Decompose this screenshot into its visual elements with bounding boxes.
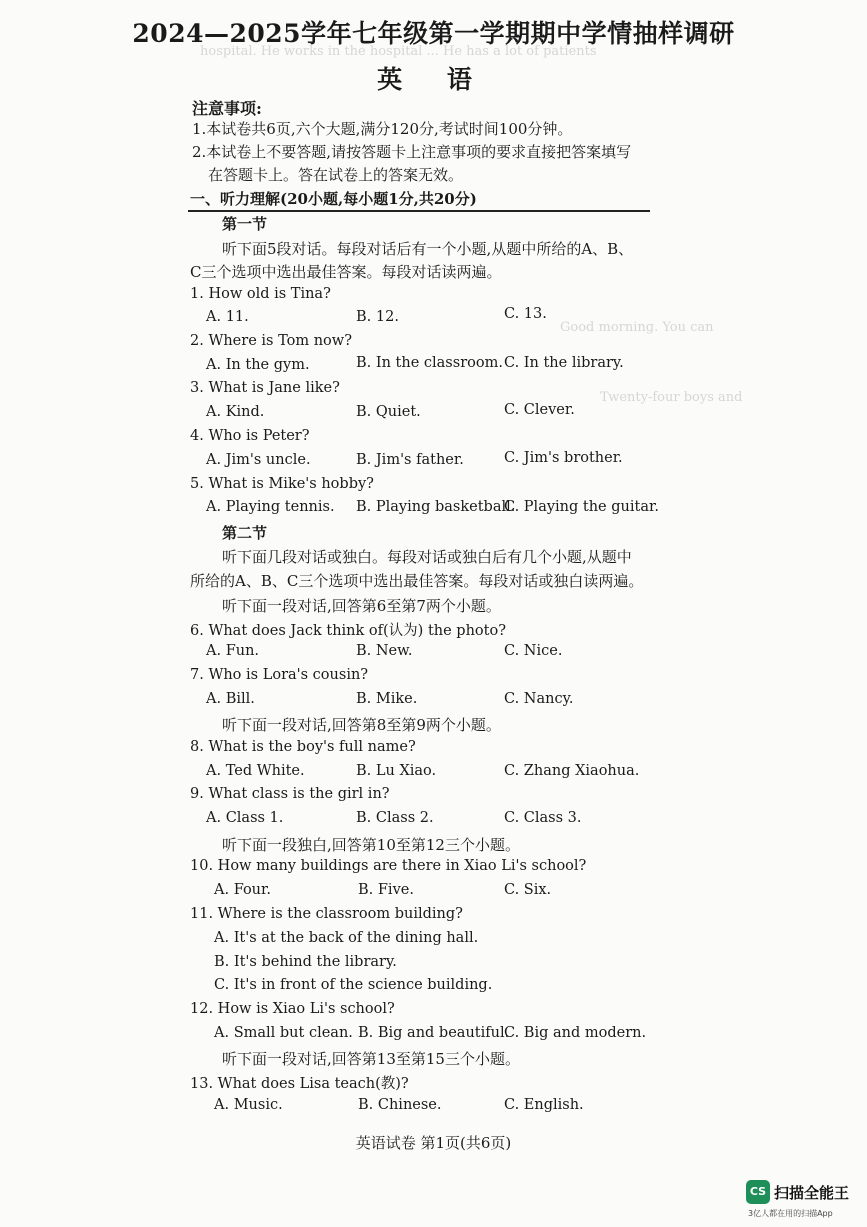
option-a: A. Fun. [206,643,260,659]
option-a: A. Ted White. [206,763,305,779]
bleed-through-text: hospital. He works in the hospital ... He has a lot of patients [200,44,597,59]
option-b: B. Five. [358,882,414,898]
option-a: A. Four. [214,882,271,898]
option-c: C. Clever. [504,402,575,418]
question-text: 9. What class is the girl in? [190,786,390,802]
option-b: B. Jim's father. [356,452,464,468]
option-c: C. Class 3. [504,810,582,826]
option-a: A. Bill. [206,691,255,707]
notice-item: 在答题卡上。答在试卷上的答案无效。 [208,166,464,184]
question-text: 11. Where is the classroom building? [190,906,463,922]
listening-lead: 听下面一段对话,回答第13至第15三个小题。 [222,1050,520,1068]
option-a: A. Music. [214,1097,283,1113]
option-b: B. It's behind the library. [214,954,397,970]
option-c: C. Zhang Xiaohua. [504,763,640,779]
option-b: B. Lu Xiao. [356,763,437,779]
question-text: 4. Who is Peter? [190,428,310,444]
notice-item: 2.本试卷上不要答题,请按答题卡上注意事项的要求直接把答案填写 [192,143,632,161]
page-footer: 英语试卷 第1页(共6页) [355,1134,512,1152]
option-c: C. Six. [504,882,552,898]
subsection-title: 第一节 [222,215,268,233]
question-text: 13. What does Lisa teach(教)? [190,1076,409,1092]
notice-heading: 注意事项: [192,99,262,118]
instruction-text: 所给的A、B、C三个选项中选出最佳答案。每段对话或独白读两遍。 [190,572,644,590]
subsection-title: 第二节 [222,524,268,542]
option-a: A. Kind. [206,404,265,420]
option-a: A. Playing tennis. [206,499,335,515]
listening-lead: 听下面一段对话,回答第8至第9两个小题。 [222,716,501,734]
question-text: 2. Where is Tom now? [190,333,352,349]
instruction-text: C三个选项中选出最佳答案。每段对话读两遍。 [190,263,502,281]
option-b: B. Quiet. [356,404,421,420]
option-a: A. Small but clean. [214,1025,353,1041]
instruction-text: 听下面几段对话或独白。每段对话或独白后有几个小题,从题中 [222,548,632,566]
question-text: 6. What does Jack think of(认为) the photo? [190,623,506,639]
option-c: C. Nancy. [504,691,574,707]
scanner-app-name: 扫描全能王 [774,1184,850,1202]
option-b: B. Class 2. [356,810,434,826]
option-c: C. It's in front of the science building. [214,977,493,993]
question-text: 7. Who is Lora's cousin? [190,667,369,683]
scanner-app-tagline: 3亿人都在用的扫描App [748,1209,833,1218]
option-c: C. 13. [504,306,547,322]
option-c: C. Big and modern. [504,1025,647,1041]
option-b: B. New. [356,643,413,659]
option-c: C. Playing the guitar. [504,499,659,515]
question-text: 8. What is the boy's full name? [190,739,416,755]
exam-title: 2024—2025学年七年级第一学期期中学情抽样调研 [132,19,735,48]
option-b: B. Playing basketball. [356,499,516,515]
option-c: C. Jim's brother. [504,450,623,466]
camscanner-logo-icon: CS [746,1180,770,1204]
option-b: B. Mike. [356,691,418,707]
option-b: B. Chinese. [358,1097,442,1113]
question-text: 10. How many buildings are there in Xiao Li's school? [190,858,587,874]
subject-title: 英 语 [377,65,490,94]
bleed-through-text: Good morning. You can [560,320,714,335]
option-b: B. 12. [356,309,399,325]
option-b: B. Big and beautiful. [358,1025,510,1041]
option-c: C. English. [504,1097,584,1113]
option-b: B. In the classroom. [356,355,503,371]
option-a: A. It's at the back of the dining hall. [214,930,479,946]
option-a: A. Class 1. [206,810,284,826]
scanner-watermark [746,1180,862,1222]
option-c: C. In the library. [504,355,624,371]
option-a: A. Jim's uncle. [206,452,311,468]
question-text: 3. What is Jane like? [190,380,340,396]
option-c: C. Nice. [504,643,563,659]
notice-item: 1.本试卷共6页,六个大题,满分120分,考试时间100分钟。 [192,120,573,138]
listening-lead: 听下面一段对话,回答第6至第7两个小题。 [222,597,501,615]
option-a: A. In the gym. [206,357,310,373]
question-text: 1. How old is Tina? [190,286,331,302]
section-heading: 一、听力理解(20小题,每小题1分,共20分) [190,190,477,208]
question-text: 5. What is Mike's hobby? [190,476,374,492]
listening-lead: 听下面一段独白,回答第10至第12三个小题。 [222,836,520,854]
option-a: A. 11. [206,309,249,325]
instruction-text: 听下面5段对话。每段对话后有一个小题,从题中所给的A、B、 [222,240,634,258]
bleed-through-text: Twenty-four boys and [600,390,743,405]
question-text: 12. How is Xiao Li's school? [190,1001,395,1017]
